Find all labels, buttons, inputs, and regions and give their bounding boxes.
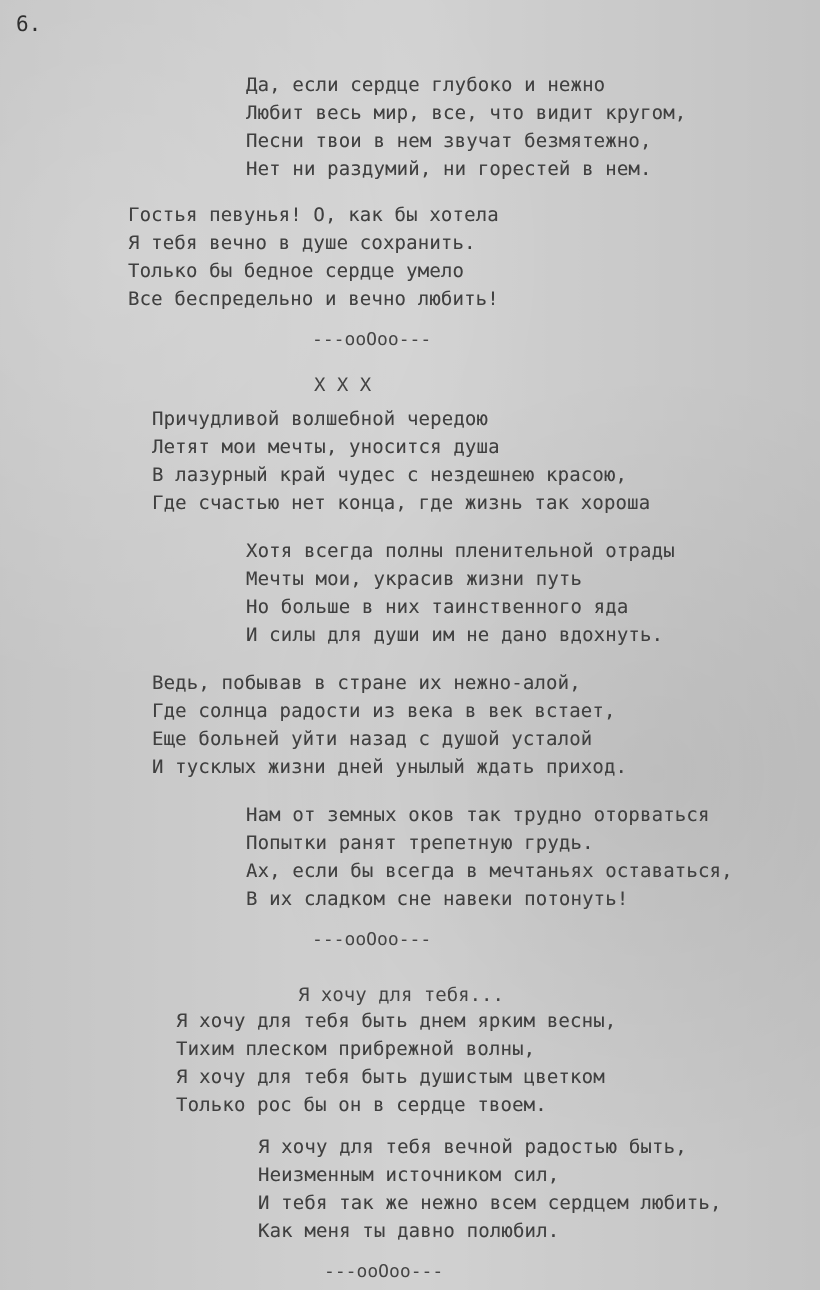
poem-line: Я хочу для тебя быть душистым цветком [176, 1066, 605, 1088]
poem-line: Все беспредельно и вечно любить! [128, 288, 499, 310]
poem-line: Неизменным источником сил, [258, 1164, 560, 1186]
page-number: 6. [16, 12, 42, 36]
poem-line: Песни твои в нем звучат безмятежно, [246, 130, 652, 152]
poem-line: И тусклых жизни дней унылый ждать приход. [152, 756, 628, 778]
poem-line: Нет ни раздумий, ни горестей в нем. [246, 158, 652, 180]
poem-line: Где солнца радости из века в век встает, [152, 700, 616, 722]
poem-line: Где счастью нет конца, где жизнь так хороша [152, 492, 651, 514]
poem-line: Хотя всегда полны пленительной отрады [246, 540, 675, 562]
poem-line: Да, если сердце глубоко и нежно [246, 74, 606, 96]
poem-line: Я тебя вечно в душе сохранить. [128, 232, 476, 254]
poem-line: Но больше в них таинственного яда [246, 596, 629, 618]
section-separator: ---ooOoo--- [324, 1261, 444, 1282]
section-separator: ---ooOoo--- [312, 929, 432, 950]
poem-line: Ах, если бы всегда в мечтаньях оставаться, [246, 860, 733, 882]
poem-line: Летят мои мечты, уносится душа [152, 436, 500, 458]
poem-line: Нам от земных оков так трудно оторваться [246, 804, 710, 826]
section-separator: ---ooOoo--- [312, 329, 432, 350]
poem-line: Только бы бедное сердце умело [128, 260, 465, 282]
poem-line: Ведь, побывав в стране их нежно-алой, [152, 672, 581, 694]
poem-line: Любит весь мир, все, что видит кругом, [246, 102, 687, 124]
poem-line: И тебя так же нежно всем сердцем любить, [258, 1192, 722, 1214]
poem-line: Мечты мои, украсив жизни путь [246, 568, 583, 590]
poem-line: Я хочу для тебя быть днем ярким весны, [176, 1010, 617, 1032]
poem-line: Только рос бы он в сердце твоем. [176, 1094, 547, 1116]
poem-line: Причудливой волшебной чередою [152, 408, 489, 430]
poem-line: Еще больней уйти назад с душой усталой [152, 728, 593, 750]
poem-heading: Я хочу для тебя... [298, 984, 504, 1006]
poem-line: В лазурный край чудес с нездешнею красою, [152, 464, 628, 486]
poem-line: Попытки ранят трепетную грудь. [246, 832, 594, 854]
poem-line: Как меня ты давно полюбил. [258, 1220, 560, 1242]
poem-line: Тихим плеском прибрежной волны, [176, 1038, 536, 1060]
poem-line: В их сладком сне навеки потонуть! [246, 888, 629, 910]
poem-heading: Х Х Х [314, 374, 372, 396]
poem-line: И силы для души им не дано вдохнуть. [246, 624, 664, 646]
poem-line: Я хочу для тебя вечной радостью быть, [258, 1136, 687, 1158]
poem-line: Гостья певунья! О, как бы хотела [128, 204, 499, 226]
